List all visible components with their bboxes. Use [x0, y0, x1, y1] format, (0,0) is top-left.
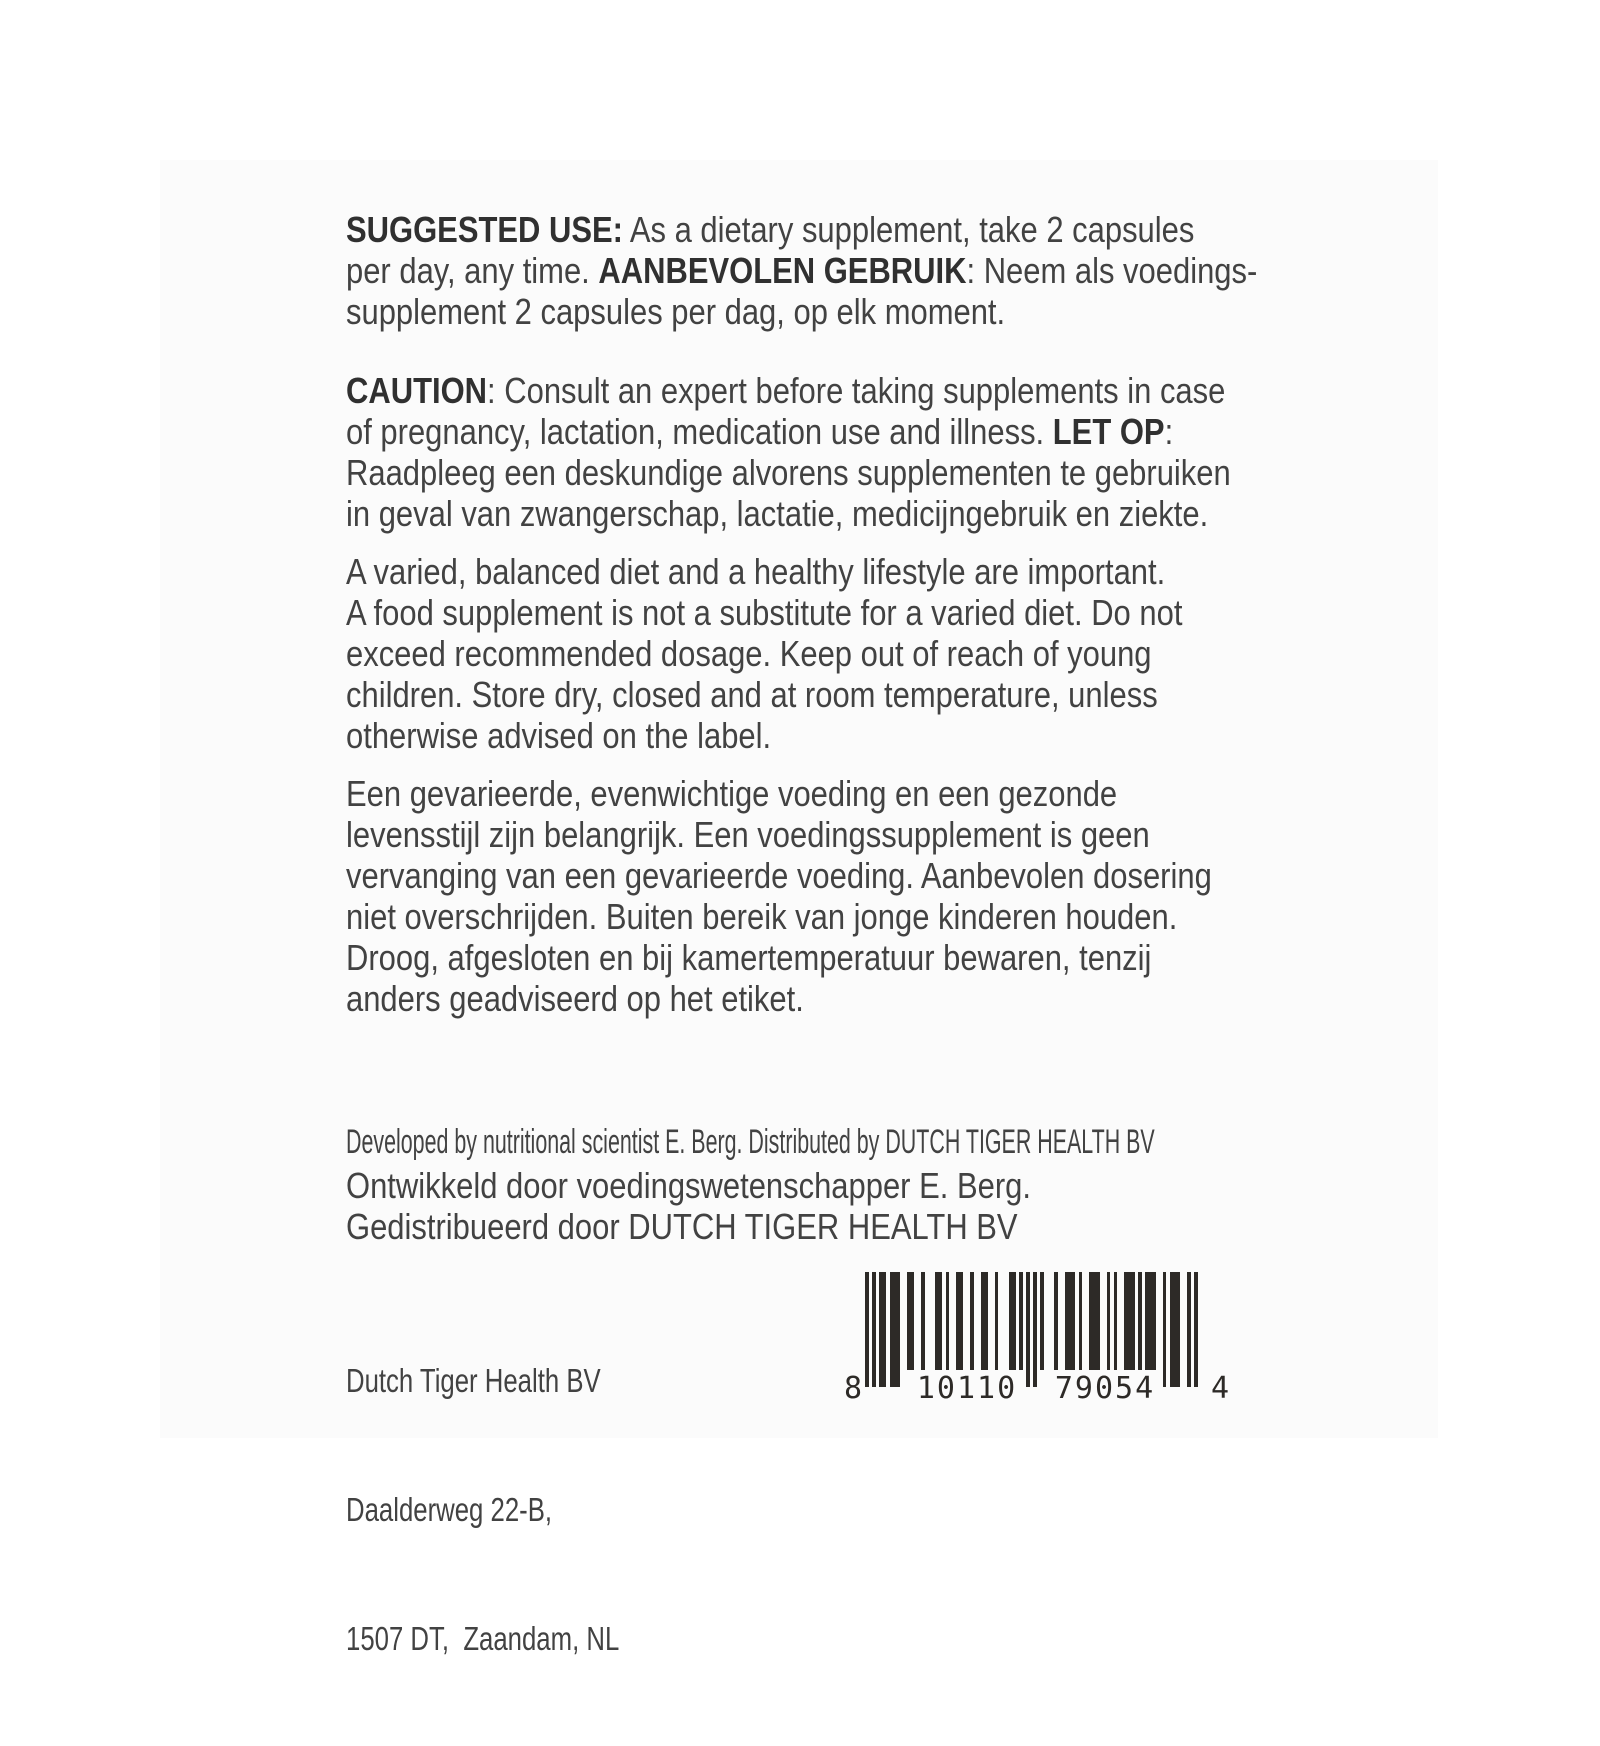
- barcode-bar: [1170, 1272, 1181, 1387]
- address-line-city: 1507 DT, Zaandam, NL: [346, 1620, 620, 1657]
- text-line: children. Store dry, closed and at room temperature, unless: [346, 674, 1158, 715]
- barcode-bar: [865, 1272, 869, 1387]
- address-line-company: Dutch Tiger Health BV: [346, 1362, 601, 1399]
- barcode-bar: [1009, 1272, 1016, 1370]
- barcode-digit-first: 8: [843, 1371, 865, 1406]
- barcode-bar: [890, 1272, 901, 1387]
- text-line: niet overschrijden. Buiten bereik van jonge kinderen houden.: [346, 896, 1178, 937]
- barcode-bar: [1026, 1272, 1030, 1387]
- text-line: levensstijl zijn belangrijk. Een voedingssupplement is geen: [346, 814, 1150, 855]
- barcode-digits-right-group: 79054: [1054, 1371, 1156, 1406]
- barcode-bar: [907, 1272, 914, 1370]
- barcode-bar: [1107, 1272, 1111, 1370]
- barcode-bar: [1124, 1272, 1135, 1370]
- text-line: CAUTION: Consult an expert before taking supplements in case: [346, 370, 1226, 411]
- barcode-bar: [1138, 1272, 1142, 1370]
- text-line: exceed recommended dosage. Keep out of reach of young: [346, 633, 1152, 674]
- text-line: anders geadviseerd op het etiket.: [346, 978, 804, 1019]
- barcode-bar: [1145, 1272, 1156, 1370]
- caution-paragraph: [346, 370, 1231, 534]
- barcode-bar: [1065, 1272, 1076, 1370]
- barcode-bar: [1040, 1272, 1044, 1370]
- barcode-bar: [946, 1272, 950, 1370]
- text-line: in geval van zwangerschap, lactatie, medicijngebruik en ziekte.: [346, 493, 1209, 534]
- barcode-bar: [981, 1272, 988, 1370]
- text-line: A varied, balanced diet and a healthy lifestyle are important.: [346, 551, 1166, 592]
- barcode-bar: [921, 1272, 925, 1370]
- text-line: of pregnancy, lactation, medication use and illness. LET OP:: [346, 411, 1174, 452]
- barcode-bar: [1079, 1272, 1083, 1370]
- text-line: A food supplement is not a substitute for a varied diet. Do not: [346, 592, 1183, 633]
- address-line-street: Daalderweg 22-B,: [346, 1491, 553, 1528]
- suggested-use-paragraph: [346, 209, 1257, 332]
- barcode-bar: [1114, 1272, 1118, 1370]
- barcode-digits-left-group: 10110: [916, 1371, 1018, 1406]
- text-line: vervanging van een gevarieerde voeding. Aanbevolen dosering: [346, 855, 1212, 896]
- barcode-bar: [1089, 1272, 1100, 1370]
- barcode-bar: [956, 1272, 963, 1370]
- barcode-bar: [872, 1272, 876, 1387]
- barcode-bar: [1054, 1272, 1058, 1370]
- diet-advice-nl-paragraph: [346, 773, 1212, 1019]
- barcode-bar: [1019, 1272, 1023, 1370]
- text-line: otherwise advised on the label.: [346, 715, 772, 756]
- company-address: [346, 1273, 619, 1746]
- text-line: Droog, afgesloten en bij kamertemperatuur bewaren, tenzij: [346, 937, 1152, 978]
- barcode-bar: [1163, 1272, 1167, 1387]
- gedistribueerd-door-line: Gedistribueerd door DUTCH TIGER HEALTH BV: [346, 1206, 1018, 1247]
- barcode-bar: [879, 1272, 886, 1387]
- diet-advice-en-paragraph: [346, 551, 1182, 756]
- barcode-bar: [1033, 1272, 1037, 1387]
- barcode-bar: [1187, 1272, 1191, 1387]
- barcode-bar: [1194, 1272, 1198, 1387]
- ontwikkeld-door-line: Ontwikkeld door voedingswetenschapper E. Berg.: [346, 1165, 1031, 1206]
- text-line: supplement 2 capsules per dag, op elk moment.: [346, 291, 1006, 332]
- barcode-digit-last: 4: [1210, 1371, 1232, 1406]
- text-line: Raadpleeg een deskundige alvorens supplementen te gebruiken: [346, 452, 1231, 493]
- barcode-bar: [935, 1272, 942, 1370]
- barcode-bar: [995, 1272, 999, 1370]
- developed-by-line: Developed by nutritional scientist E. Berg. Distributed by DUTCH TIGER HEALTH BV: [346, 1123, 1155, 1161]
- text-line: per day, any time. AANBEVOLEN GEBRUIK: Neem als voedings-: [346, 250, 1258, 291]
- text-line: Een gevarieerde, evenwichtige voeding en een gezonde: [346, 773, 1118, 814]
- barcode-bar: [970, 1272, 974, 1370]
- text-line: SUGGESTED USE: As a dietary supplement, take 2 capsules: [346, 209, 1195, 250]
